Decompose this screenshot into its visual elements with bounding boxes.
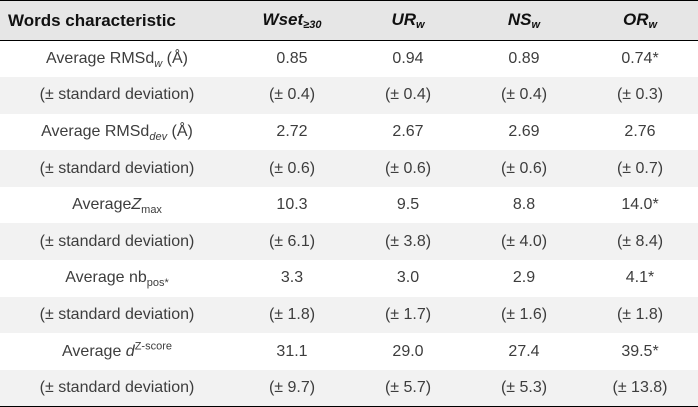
cell-urw: (± 3.8)	[384, 232, 432, 250]
row-label: (± standard deviation)	[39, 86, 195, 104]
cell-wset: 2.72	[276, 122, 308, 140]
table-row	[0, 297, 698, 334]
table-row	[0, 77, 698, 114]
cell-wset: 3.3	[280, 269, 304, 287]
cell-orw: (± 8.4)	[616, 232, 664, 250]
cell-orw: (± 13.8)	[582, 370, 698, 407]
cell-wset: (± 1.8)	[268, 305, 316, 323]
cell-orw: 0.74*	[621, 50, 659, 68]
row-label: (± standard deviation)	[39, 159, 195, 177]
table-row	[0, 223, 698, 260]
table-row	[0, 187, 698, 224]
table-row	[0, 333, 698, 370]
cell-nsw: 0.89	[508, 50, 540, 68]
row-label: (± standard deviation)	[39, 305, 195, 323]
header-wset	[234, 1, 350, 41]
cell-wset: (± 0.6)	[268, 159, 316, 177]
cell-urw: 0.94	[392, 50, 424, 68]
cell-wset: (± 0.4)	[268, 86, 316, 104]
header-orw-main: OR	[622, 10, 649, 29]
cell-orw: 2.76	[624, 122, 656, 140]
cell-urw: 2.67	[392, 122, 424, 140]
header-nsw-sub: w	[531, 19, 541, 31]
row-label: (± standard deviation)	[39, 232, 195, 250]
header-wset-rest: set	[278, 10, 304, 29]
header-urw	[350, 1, 466, 41]
cell-orw: (± 0.3)	[616, 86, 664, 104]
cell-nsw: 27.4	[508, 342, 540, 360]
cell-wset: 10.3	[276, 196, 308, 214]
cell-wset: (± 6.1)	[268, 232, 316, 250]
table-row	[0, 114, 698, 151]
cell-urw: (± 5.7)	[350, 370, 466, 407]
cell-urw: (± 0.6)	[384, 159, 432, 177]
table-row	[0, 260, 698, 297]
row-label: Average $d^{Z-score}$	[62, 340, 172, 360]
cell-wset: 31.1	[276, 342, 308, 360]
cell-orw: 4.1*	[625, 269, 655, 287]
row-label: (± standard deviation)	[0, 370, 234, 407]
cell-urw: (± 1.7)	[384, 305, 432, 323]
cell-urw: 9.5	[396, 196, 420, 214]
header-words-characteristic: Words characteristic	[0, 1, 234, 41]
header-nsw-main: NS	[507, 10, 532, 29]
header-orw-sub: w	[648, 19, 658, 31]
cell-nsw: (± 1.6)	[500, 305, 548, 323]
header-urw-sub: w	[416, 19, 425, 31]
cell-nsw: (± 5.3)	[466, 370, 582, 407]
cell-nsw: (± 4.0)	[500, 232, 548, 250]
table-row	[0, 150, 698, 187]
table-header-row	[0, 1, 698, 41]
cell-orw: 14.0*	[621, 196, 659, 214]
header-orw	[582, 1, 698, 41]
row-label: AverageZ$_{max}$	[72, 196, 162, 217]
cell-orw: 39.5*	[621, 342, 659, 360]
cell-wset: 0.85	[276, 50, 308, 68]
cell-urw: (± 0.4)	[384, 86, 432, 104]
table-row	[0, 370, 698, 407]
row-label: Average RMSd$_w$ (Å)	[46, 50, 188, 71]
row-label: Average RMSd$_{dev}$ (Å)	[41, 122, 193, 144]
cell-nsw: (± 0.6)	[500, 159, 548, 177]
header-nsw	[466, 1, 582, 41]
cell-urw: 29.0	[392, 342, 424, 360]
cell-nsw: 8.8	[512, 196, 536, 214]
cell-nsw: 2.69	[508, 122, 540, 140]
cell-nsw: 2.9	[512, 269, 536, 287]
header-wset-sub: ≥30	[303, 19, 322, 31]
header-wset-main: W	[262, 10, 279, 29]
cell-nsw: (± 0.4)	[500, 86, 548, 104]
cell-orw: (± 1.8)	[616, 305, 664, 323]
header-urw-main: UR	[391, 10, 416, 29]
table-row	[0, 41, 698, 78]
row-label: Average $nb_{pos*}$	[65, 269, 169, 290]
cell-urw: 3.0	[396, 269, 420, 287]
cell-orw: (± 0.7)	[616, 159, 664, 177]
cell-wset: (± 9.7)	[234, 370, 350, 407]
